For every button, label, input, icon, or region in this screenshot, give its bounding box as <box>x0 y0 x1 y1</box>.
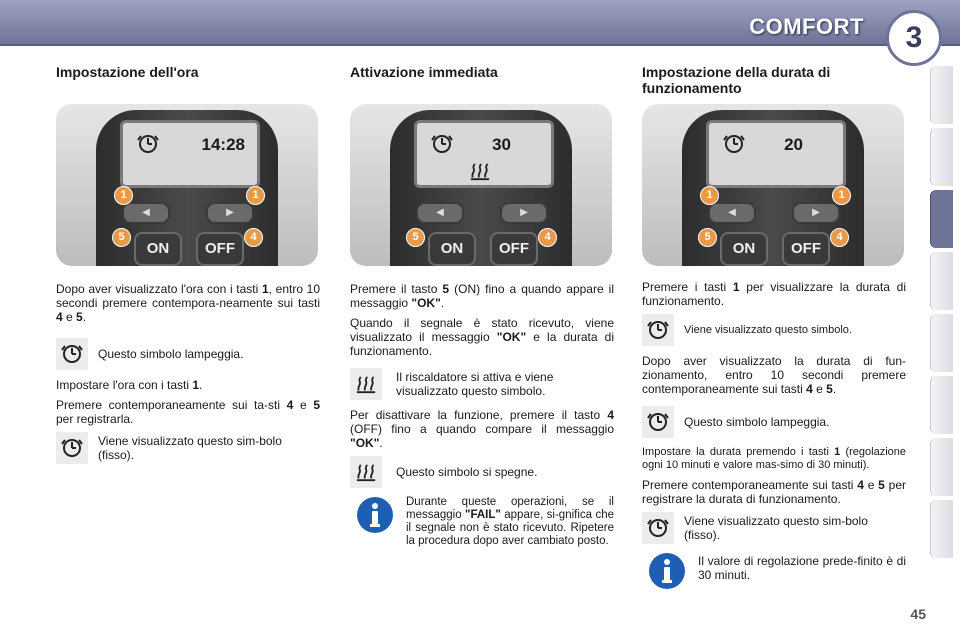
clock-icon <box>137 133 159 155</box>
callout-badge: 4 <box>244 228 263 247</box>
info-icon <box>356 496 394 534</box>
callout-badge: 1 <box>246 186 265 205</box>
symbol-caption: Viene visualizzato questo sim-bolo (fisso). <box>684 514 868 542</box>
instruction-paragraph: Dopo aver visualizzato l'ora con i tasti 1, entro 10 secondi premere contempora-neamente sui tasti 4 e 5. <box>56 282 320 324</box>
info-icon <box>648 552 686 590</box>
info-note <box>350 496 614 548</box>
symbol-note <box>642 512 906 544</box>
clock-icon <box>61 437 83 459</box>
symbol-note <box>56 338 320 370</box>
chapter-tab[interactable] <box>930 66 953 124</box>
callout-badge: 4 <box>830 228 849 247</box>
clock-icon <box>61 343 83 365</box>
info-text: Durante queste operazioni, se il messaggio "FAIL" appare, si-gnifica che il segnale non è stato ricevuto. Ripetere la procedura dopo aver cambiato posto. <box>406 496 614 547</box>
chapter-side-tabs <box>930 66 952 566</box>
instruction-paragraph: Impostare la durata premendo i tasti 1 (regolazione ogni 10 minuti e valore mas-simo di 30 minuti). <box>642 446 907 471</box>
symbol-note <box>350 456 614 488</box>
section-duration-setting <box>642 64 906 596</box>
callout-badge: 5 <box>406 228 425 247</box>
symbol-note <box>642 314 906 346</box>
left-arrow-button: ◀ <box>708 202 756 224</box>
remote-display <box>414 120 554 188</box>
section-heading: Impostazione della durata di funzionamento <box>642 64 831 96</box>
instruction-paragraph: Impostare l'ora con i tasti 1. <box>56 378 203 392</box>
remote-control-photo <box>642 104 904 266</box>
chapter-tab[interactable] <box>930 438 953 496</box>
symbol-note <box>56 432 320 464</box>
display-value: 14:28 <box>201 135 245 154</box>
section-clock-setting <box>56 64 320 472</box>
callout-badge: 4 <box>538 228 557 247</box>
instruction-paragraph: Per disattivare la funzione, premere il tasto 4 (OFF) fino a quando compare il messaggio "OK". <box>350 408 614 450</box>
clock-icon <box>647 517 669 539</box>
clock-icon <box>431 133 453 155</box>
clock-icon <box>647 411 669 433</box>
chapter-number-badge: 3 <box>886 10 942 66</box>
instruction-paragraph: Premere contemporaneamente sui tasti 4 e 5 per registrare la durata di funzionamento. <box>642 478 906 506</box>
symbol-box <box>642 314 674 346</box>
symbol-caption: Questo simbolo lampeggia. <box>684 415 830 429</box>
remote-display <box>120 120 260 188</box>
section-heading: Impostazione dell'ora <box>56 64 199 80</box>
chapter-tab[interactable] <box>930 376 953 434</box>
callout-badge: 1 <box>832 186 851 205</box>
callout-badge: 5 <box>112 228 131 247</box>
symbol-box <box>642 406 674 438</box>
symbol-box <box>350 368 382 400</box>
right-arrow-button: ▶ <box>500 202 548 224</box>
section-heading: Attivazione immediata <box>350 64 498 80</box>
remote-display <box>706 120 846 188</box>
off-button: OFF <box>490 232 538 266</box>
symbol-box <box>56 338 88 370</box>
symbol-note <box>350 368 614 400</box>
symbol-box <box>642 512 674 544</box>
off-button: OFF <box>196 232 244 266</box>
instruction-paragraph: Dopo aver visualizzato la durata di fun-zionamento, entro 10 secondi premere contemporaneamente sui tasti 4 e 5. <box>642 354 906 396</box>
info-note <box>642 552 906 590</box>
chapter-title: COMFORT <box>749 14 864 39</box>
display-value: 30 <box>492 135 511 154</box>
heater-icon <box>355 462 377 482</box>
symbol-caption: Viene visualizzato questo simbolo. <box>684 324 852 336</box>
heater-icon <box>469 161 491 181</box>
on-button: ON <box>428 232 476 266</box>
chapter-tab-active[interactable] <box>930 190 953 248</box>
chapter-tab[interactable] <box>930 314 953 372</box>
symbol-caption: Il riscaldatore si attiva e viene visualizzato questo simbolo. <box>396 370 554 398</box>
info-box <box>642 552 692 590</box>
on-button: ON <box>720 232 768 266</box>
callout-badge: 5 <box>698 228 717 247</box>
info-text: Il valore di regolazione prede-finito è di 30 minuti. <box>698 554 906 582</box>
left-arrow-button: ◀ <box>122 202 170 224</box>
display-value: 20 <box>784 135 803 154</box>
chapter-tab[interactable] <box>930 128 953 186</box>
chapter-tab[interactable] <box>930 252 953 310</box>
symbol-box <box>56 432 88 464</box>
heater-icon <box>355 374 377 394</box>
symbol-box <box>350 456 382 488</box>
symbol-caption: Questo simbolo si spegne. <box>396 465 538 479</box>
on-button: ON <box>134 232 182 266</box>
info-box <box>350 496 400 534</box>
right-arrow-button: ▶ <box>792 202 840 224</box>
clock-icon <box>647 319 669 341</box>
instruction-paragraph: Premere i tasti 1 per visualizzare la durata di funzionamento. <box>642 280 906 308</box>
right-arrow-button: ▶ <box>206 202 254 224</box>
page-number: 45 <box>910 606 926 622</box>
clock-icon <box>723 133 745 155</box>
remote-control-photo <box>350 104 612 266</box>
section-immediate-activation <box>350 64 614 554</box>
instruction-paragraph: Quando il segnale è stato ricevuto, viene visualizzato il messaggio "OK" e la durata di funzionamento. <box>350 316 614 358</box>
symbol-note <box>642 406 906 438</box>
callout-badge: 1 <box>114 186 133 205</box>
instruction-paragraph: Premere contemporaneamente sui ta-sti 4 e 5 per registrarla. <box>56 398 321 426</box>
chapter-tab[interactable] <box>930 500 953 558</box>
symbol-caption: Viene visualizzato questo sim-bolo (fisso). <box>98 434 282 462</box>
symbol-caption: Questo simbolo lampeggia. <box>98 347 244 361</box>
left-arrow-button: ◀ <box>416 202 464 224</box>
remote-control-photo <box>56 104 318 266</box>
instruction-paragraph: Premere il tasto 5 (ON) fino a quando appare il messaggio "OK". <box>350 282 614 310</box>
off-button: OFF <box>782 232 830 266</box>
callout-badge: 1 <box>700 186 719 205</box>
